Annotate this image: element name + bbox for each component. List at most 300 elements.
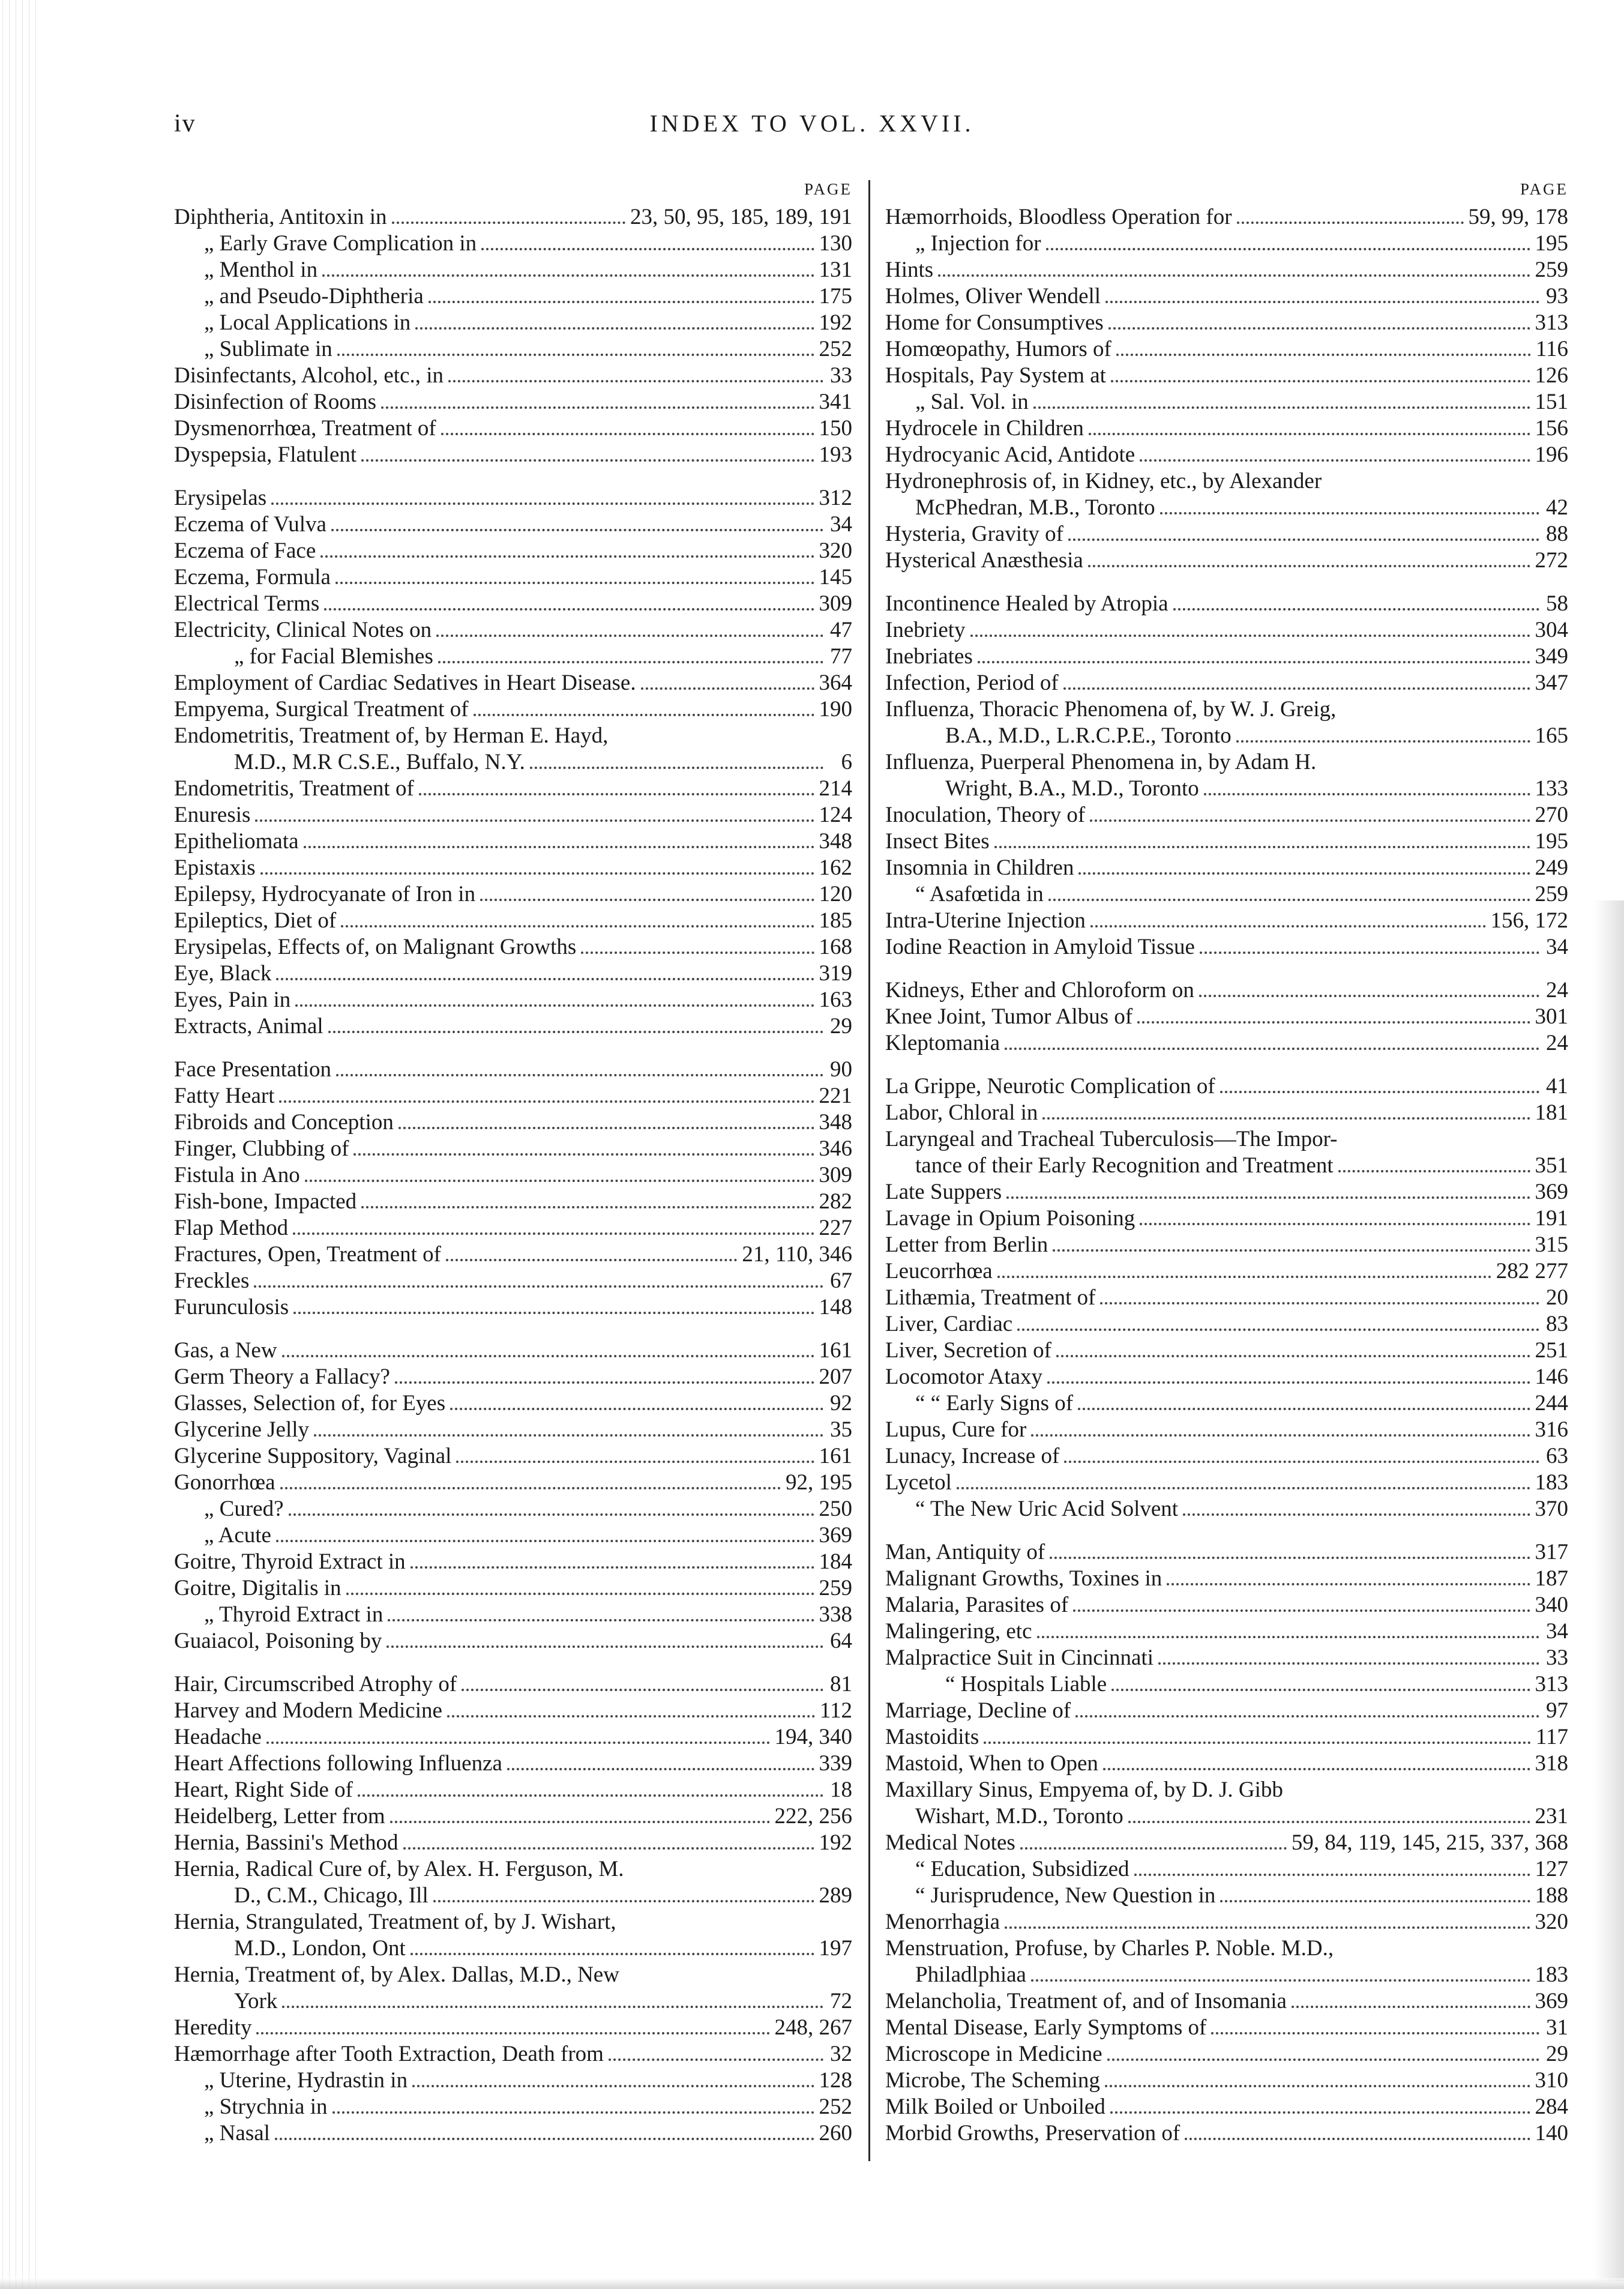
index-entry-page: 92	[830, 1391, 852, 1416]
index-entry	[174, 283, 852, 310]
index-entry	[885, 2067, 1568, 2094]
index-entry-term: Eczema of Vulva	[174, 512, 326, 537]
index-entry-term: Employment of Cardiac Sedatives in Heart Disease.	[174, 671, 636, 695]
index-entry	[174, 591, 852, 617]
index-entry-page: 282	[819, 1189, 852, 1214]
dot-leader	[1073, 1609, 1530, 1612]
index-entry	[885, 2015, 1568, 2041]
index-entry	[174, 828, 852, 855]
index-entry-term: M.D., M.R C.S.E., Buffalo, N.Y.	[234, 750, 525, 774]
index-entry	[174, 336, 852, 363]
index-entry-page: 252	[819, 337, 852, 361]
index-entry-term: „ Nasal	[204, 2121, 270, 2146]
index-entry	[885, 1935, 1568, 1962]
index-entry-term: McPhedran, M.B., Toronto	[915, 495, 1155, 520]
index-entry-term: Microbe, The Scheming	[885, 2068, 1100, 2093]
index-entry-term: Fish-bone, Impacted	[174, 1189, 357, 1214]
index-entry	[174, 617, 852, 644]
dot-leader	[293, 1312, 814, 1314]
dot-leader	[412, 2085, 814, 2087]
index-entry-page: 338	[819, 1602, 852, 1627]
index-entry-term: “ “ Early Signs of	[915, 1391, 1074, 1416]
index-entry-page: 34	[830, 512, 852, 537]
index-entry-term: Erysipelas	[174, 486, 267, 510]
index-entry-page: 364	[819, 671, 852, 695]
index-entry-page: 20	[1546, 1285, 1568, 1310]
index-entry-page: 289	[819, 1883, 852, 1908]
dot-leader	[324, 608, 814, 611]
dot-leader	[1108, 327, 1530, 330]
index-entry	[174, 723, 852, 749]
dot-leader	[1078, 1408, 1530, 1410]
index-entry	[885, 521, 1568, 547]
index-entry-term: Locomotor Ataxy	[885, 1365, 1043, 1389]
index-entry	[174, 1338, 852, 1364]
index-entry-page: 6	[841, 750, 852, 774]
index-entry-term: Gas, a New	[174, 1338, 277, 1363]
index-entry-term: Man, Antiquity of	[885, 1540, 1045, 1564]
index-entry	[174, 1522, 852, 1549]
index-entry	[174, 1935, 852, 1962]
index-entry	[174, 204, 852, 231]
index-entry	[885, 828, 1568, 855]
dot-leader	[1158, 1662, 1539, 1665]
index-entry-term: Epileptics, Diet of	[174, 908, 337, 933]
index-entry-page: 222, 256	[774, 1804, 852, 1829]
dot-leader	[1105, 301, 1539, 303]
index-entry-page: 369	[1535, 1989, 1568, 2013]
dot-leader	[462, 1689, 823, 1691]
index-entry-term: Menstruation, Profuse, by Charles P. Noble. M.D.,	[885, 1936, 1334, 1961]
index-entry	[885, 1671, 1568, 1698]
index-entry	[885, 1539, 1568, 1566]
index-entry	[885, 389, 1568, 415]
index-entry-term: Epitheliomata	[174, 829, 299, 854]
dot-leader	[1006, 1196, 1530, 1199]
index-entry-term: “ Jurisprudence, New Question in	[915, 1883, 1216, 1908]
index-entry-page: 161	[819, 1338, 852, 1363]
index-entry	[174, 2094, 852, 2120]
index-entry-term: „ Early Grave Complication in	[204, 231, 477, 256]
dot-leader	[1199, 995, 1539, 997]
dot-leader	[1047, 1381, 1530, 1384]
dot-leader	[1167, 1583, 1530, 1585]
index-entry-term: Menorrhagia	[885, 1910, 1000, 1934]
page-column-label: PAGE	[1520, 180, 1568, 198]
index-entry-term: Influenza, Puerperal Phenomena in, by Adam H.	[885, 750, 1317, 774]
index-entry-page: 195	[1535, 231, 1568, 256]
index-entry-term: Medical Notes	[885, 1830, 1015, 1855]
dot-leader	[481, 248, 814, 250]
index-entry	[885, 1909, 1568, 1935]
index-entry-page: 197	[819, 1936, 852, 1961]
index-entry	[885, 1232, 1568, 1258]
index-entry-term: Germ Theory a Fallacy?	[174, 1365, 390, 1389]
dot-leader	[395, 1381, 814, 1384]
index-entry-page: 341	[819, 390, 852, 414]
index-entry-term: Goitre, Digitalis in	[174, 1576, 341, 1600]
index-entry-page: 185	[819, 908, 852, 933]
dot-leader	[1173, 608, 1539, 611]
dot-leader	[448, 380, 823, 382]
index-entry	[174, 1962, 852, 1988]
index-entry	[885, 977, 1568, 1004]
dot-leader	[1140, 1223, 1530, 1225]
index-entry	[174, 538, 852, 564]
index-entry-page: 339	[819, 1751, 852, 1776]
index-entry	[174, 1162, 852, 1189]
index-entry-term: Homœopathy, Humors of	[885, 337, 1111, 361]
index-entry	[885, 2041, 1568, 2067]
index-entry-term: Hernia, Bassini's Method	[174, 1830, 398, 1855]
index-entry	[885, 1364, 1568, 1390]
index-entry-term: Eczema of Face	[174, 538, 316, 563]
index-entry-page: 32	[830, 2042, 852, 2066]
index-entry-term: Hernia, Strangulated, Treatment of, by J. Wishart,	[174, 1910, 616, 1934]
index-entries-right	[885, 204, 1568, 2147]
index-entry-page: 214	[819, 776, 852, 801]
index-entry-term: „ Thyroid Extract in	[204, 1602, 383, 1627]
index-entry-page: 301	[1535, 1004, 1568, 1029]
index-entry	[885, 1390, 1568, 1417]
dot-leader	[970, 635, 1530, 637]
index-entry-page: 349	[1535, 644, 1568, 669]
dot-leader	[304, 846, 814, 848]
index-entry	[885, 1443, 1568, 1470]
dot-leader	[978, 661, 1530, 663]
index-entry-term: Extracts, Animal	[174, 1014, 323, 1039]
index-entry	[174, 1628, 852, 1654]
dot-leader	[279, 1100, 814, 1103]
dot-leader	[1338, 1170, 1530, 1172]
index-entry	[174, 934, 852, 961]
index-entry-term: Electrical Terms	[174, 591, 320, 616]
index-entry-page: 319	[819, 961, 852, 986]
index-entry-term: Labor, Chloral in	[885, 1100, 1038, 1125]
dot-leader	[1048, 899, 1530, 901]
index-entry	[885, 802, 1568, 828]
dot-leader	[1078, 872, 1530, 875]
index-entry-page: 146	[1535, 1365, 1568, 1389]
index-entry-term: “ Hospitals Liable	[945, 1672, 1107, 1696]
index-entry	[885, 1566, 1568, 1592]
index-entry-term: Letter from Berlin	[885, 1232, 1048, 1257]
index-entry-page: 145	[819, 565, 852, 590]
index-entry-term: „ Acute	[204, 1523, 271, 1548]
dot-leader	[1134, 1874, 1530, 1876]
index-entry-term: Dysmenorrhœa, Treatment of	[174, 416, 436, 441]
index-entry-page: 97	[1546, 1698, 1568, 1723]
index-entry	[174, 1364, 852, 1390]
index-entry-page: 231	[1535, 1804, 1568, 1829]
index-entry-page: 346	[819, 1136, 852, 1161]
dot-leader	[1068, 538, 1539, 541]
index-entry-page: 148	[819, 1295, 852, 1319]
dot-leader	[260, 872, 814, 875]
index-entry-term: Hernia, Radical Cure of, by Alex. H. Ferguson, M.	[174, 1857, 624, 1881]
dot-leader	[392, 222, 625, 224]
dot-leader	[1050, 1557, 1530, 1559]
index-entry-term: Gonorrhœa	[174, 1470, 275, 1495]
index-entry-term: “ Education, Subsidized	[915, 1857, 1129, 1881]
index-entry	[174, 1724, 852, 1751]
index-entry-page: 124	[819, 803, 852, 827]
index-entry-page: 272	[1535, 548, 1568, 573]
index-entry-page: 34	[1546, 1619, 1568, 1644]
index-entry-term: „ Sal. Vol. in	[915, 390, 1029, 414]
dot-leader	[436, 635, 823, 637]
dot-leader	[353, 1153, 814, 1156]
dot-leader	[1237, 222, 1464, 224]
index-entry-term: Guaiacol, Poisoning by	[174, 1629, 382, 1653]
dot-leader	[938, 274, 1530, 277]
index-entry	[174, 257, 852, 283]
index-entry-page: 162	[819, 855, 852, 880]
dot-leader	[1042, 1117, 1530, 1120]
index-entry-term: Epistaxis	[174, 855, 256, 880]
index-entry-page: 259	[819, 1576, 852, 1600]
index-entry-term: Morbid Growths, Preservation of	[885, 2121, 1180, 2146]
dot-leader	[456, 1461, 814, 1463]
index-entry-page: 168	[819, 935, 852, 959]
index-entry-page: 34	[1546, 935, 1568, 959]
index-entry	[174, 2015, 852, 2041]
index-entry-term: Hysteria, Gravity of	[885, 522, 1063, 546]
index-entry-page: 126	[1535, 363, 1568, 388]
index-entry-page: 315	[1535, 1232, 1568, 1257]
index-entry-page: 161	[819, 1444, 852, 1468]
dot-leader	[335, 582, 814, 584]
index-entry	[885, 495, 1568, 521]
index-entry	[885, 1962, 1568, 1988]
index-entry	[174, 2120, 852, 2147]
index-entry	[885, 1470, 1568, 1496]
index-entry-term: Kidneys, Ether and Chloroform on	[885, 978, 1194, 1003]
dot-leader	[276, 1540, 814, 1542]
index-entry-term: Glycerine Jelly	[174, 1417, 309, 1442]
index-entry	[885, 1724, 1568, 1751]
index-entry-term: Freckles	[174, 1268, 250, 1293]
index-entry-page: 251	[1535, 1338, 1568, 1363]
index-entry-page: 370	[1535, 1497, 1568, 1521]
index-entry-page: 151	[1535, 390, 1568, 414]
index-entry-term: B.A., M.D., L.R.C.P.E., Toronto	[945, 723, 1232, 748]
index-entry-term: Diphtheria, Antitoxin in	[174, 205, 387, 229]
dot-leader	[997, 1276, 1491, 1278]
index-entry-page: 192	[819, 1830, 852, 1855]
index-entry-page: 72	[830, 1989, 852, 2013]
dot-leader	[322, 274, 814, 277]
index-entry-page: 309	[819, 1163, 852, 1187]
index-entry	[885, 776, 1568, 802]
index-entry	[174, 696, 852, 723]
index-entry	[885, 1698, 1568, 1724]
index-entry-page: 150	[819, 416, 852, 441]
dot-leader	[1292, 2006, 1530, 2008]
dot-leader	[314, 1434, 823, 1437]
dot-leader	[1211, 2032, 1539, 2034]
index-entry-page: 184	[819, 1549, 852, 1574]
index-entry	[885, 1205, 1568, 1232]
dot-leader	[1220, 1900, 1530, 1902]
index-entry-page: 317	[1535, 1540, 1568, 1564]
dot-leader	[641, 687, 814, 690]
index-entry-page: 156, 172	[1490, 908, 1568, 933]
index-entry-term: La Grippe, Neurotic Complication of	[885, 1074, 1215, 1099]
dot-leader	[341, 925, 814, 927]
index-entry	[174, 855, 852, 881]
dot-leader	[1110, 2111, 1530, 2114]
dot-leader	[1160, 512, 1539, 514]
dot-leader	[1185, 2138, 1530, 2140]
index-entry-term: „ Strychnia in	[204, 2094, 328, 2119]
index-entry-term: Headache	[174, 1725, 262, 1749]
index-entry-page: 188	[1535, 1883, 1568, 1908]
dot-leader	[438, 661, 823, 663]
dot-leader	[1056, 1355, 1530, 1357]
index-entry-page: 64	[830, 1629, 852, 1653]
index-entry-page: 35	[830, 1417, 852, 1442]
index-entry-page: 175	[819, 284, 852, 309]
index-entry-page: 347	[1535, 671, 1568, 695]
index-entry-term: Malignant Growths, Toxines in	[885, 1566, 1162, 1591]
index-entry	[885, 415, 1568, 442]
index-entry-page: 351	[1535, 1153, 1568, 1178]
index-entry	[174, 389, 852, 415]
dot-leader	[411, 1566, 814, 1569]
index-entry-page: 117	[1535, 1725, 1568, 1749]
index-entry	[885, 1645, 1568, 1671]
index-entry-page: 194, 340	[774, 1725, 852, 1749]
index-entry-term: Harvey and Modern Medicine	[174, 1698, 442, 1723]
dot-leader	[276, 978, 814, 980]
index-entry-term: Fistula in Ano	[174, 1163, 300, 1187]
index-entry-term: „ Uterine, Hydrastin in	[204, 2068, 408, 2093]
index-entry-term: Furunculosis	[174, 1295, 289, 1319]
dot-leader	[1005, 1926, 1530, 1929]
index-entry-term: tance of their Early Recognition and Treatment	[915, 1153, 1334, 1178]
index-entry	[174, 1241, 852, 1268]
index-entry-term: Laryngeal and Tracheal Tuberculosis—The Impor-	[885, 1127, 1338, 1151]
index-entry-term: Lavage in Opium Poisoning	[885, 1206, 1135, 1231]
index-entry	[885, 310, 1568, 336]
dot-leader	[441, 433, 814, 435]
index-entry	[885, 1496, 1568, 1522]
index-entry	[885, 257, 1568, 283]
dot-leader	[530, 767, 823, 769]
index-entry-page: 24	[1546, 1031, 1568, 1055]
index-entry-term: “ Asafœtida in	[915, 882, 1044, 906]
index-entry-term: Heredity	[174, 2015, 252, 2040]
dot-leader	[1111, 380, 1530, 382]
index-entry-term: Eczema, Formula	[174, 565, 331, 590]
dot-leader	[282, 2006, 823, 2008]
dot-leader	[433, 1900, 814, 1902]
index-entry-page: 116	[1535, 337, 1568, 361]
dot-leader	[1089, 433, 1530, 435]
index-entry-term: Hæmorrhage after Tooth Extraction, Death from	[174, 2042, 604, 2066]
dot-leader	[1111, 1689, 1530, 1691]
column-divider	[868, 180, 870, 2161]
index-entry-term: Endometritis, Treatment of, by Herman E. Hayd,	[174, 723, 609, 748]
index-entry	[174, 2041, 852, 2067]
dot-leader	[295, 1004, 814, 1007]
index-entry-page: 18	[830, 1778, 852, 1802]
index-entry-page: 190	[819, 697, 852, 722]
index-entry-term: Malaria, Parasites of	[885, 1593, 1069, 1617]
index-entry-page: 313	[1535, 1672, 1568, 1696]
index-entry-page: 88	[1546, 522, 1568, 546]
dot-leader	[1204, 793, 1530, 795]
index-entry-term: Heidelberg, Letter from	[174, 1804, 385, 1829]
dot-leader	[346, 1593, 814, 1595]
index-entry-term: Holmes, Oliver Wendell	[885, 284, 1101, 309]
index-entry-page: 309	[819, 591, 852, 616]
index-entry-page: 369	[1535, 1180, 1568, 1204]
index-entry-term: Fatty Heart	[174, 1084, 275, 1108]
index-entry-term: Lupus, Cure for	[885, 1417, 1027, 1442]
index-entry-page: 183	[1535, 1470, 1568, 1495]
index-entry-page: 193	[819, 442, 852, 467]
index-entry-term: Lithæmia, Treatment of	[885, 1285, 1096, 1310]
index-entry-term: Microscope in Medicine	[885, 2042, 1102, 2066]
index-entry	[174, 1575, 852, 1602]
index-entry-page: 47	[830, 618, 852, 642]
index-entry	[885, 363, 1568, 389]
dot-leader	[415, 327, 814, 330]
index-entry	[885, 723, 1568, 749]
dot-leader	[280, 1487, 781, 1489]
index-entry-term: York	[234, 1989, 278, 2013]
index-entry-term: Knee Joint, Tumor Albus of	[885, 1004, 1133, 1029]
dot-leader	[305, 1180, 814, 1182]
index-entry-term: Heart Affections following Influenza	[174, 1751, 502, 1776]
index-entry-page: 29	[1546, 2042, 1568, 2066]
scan-edge-bottom	[0, 2278, 1624, 2289]
index-entry	[174, 776, 852, 802]
index-entry	[174, 1909, 852, 1935]
dot-leader	[271, 502, 814, 505]
dot-leader	[1075, 1715, 1539, 1718]
dot-leader	[275, 2138, 814, 2140]
index-entry-page: 187	[1535, 1566, 1568, 1591]
index-entry-term: Kleptomania	[885, 1031, 1000, 1055]
index-entry-term: „ Cured?	[204, 1497, 284, 1521]
index-entry	[885, 442, 1568, 468]
index-entry-term: Empyema, Surgical Treatment of	[174, 697, 469, 722]
dot-leader	[1183, 1513, 1530, 1516]
index-entry	[885, 1988, 1568, 2015]
index-entry-term: Intra-Uterine Injection	[885, 908, 1086, 933]
index-entry	[885, 1338, 1568, 1364]
index-entry-term: Inebriates	[885, 644, 973, 669]
index-entry-term: Maxillary Sinus, Empyema of, by D. J. Gibb	[885, 1778, 1283, 1802]
index-entry-page: 310	[1535, 2068, 1568, 2093]
index-entry-page: 183	[1535, 1962, 1568, 1987]
index-entry-term: Epilepsy, Hydrocyanate of Iron in	[174, 882, 476, 906]
index-column-right	[885, 180, 1568, 2147]
index-entry-term: M.D., London, Ont	[234, 1936, 406, 1961]
index-entry	[174, 749, 852, 776]
index-entry-term: Hydrocele in Children	[885, 416, 1084, 441]
index-entry-page: 192	[819, 310, 852, 335]
index-entry-term: Liver, Cardiac	[885, 1312, 1013, 1336]
index-entry-term: Goitre, Thyroid Extract in	[174, 1549, 406, 1574]
index-entry-term: „ Injection for	[915, 231, 1041, 256]
index-entry	[174, 415, 852, 442]
dot-leader	[1090, 925, 1486, 927]
dot-leader	[332, 2111, 814, 2114]
